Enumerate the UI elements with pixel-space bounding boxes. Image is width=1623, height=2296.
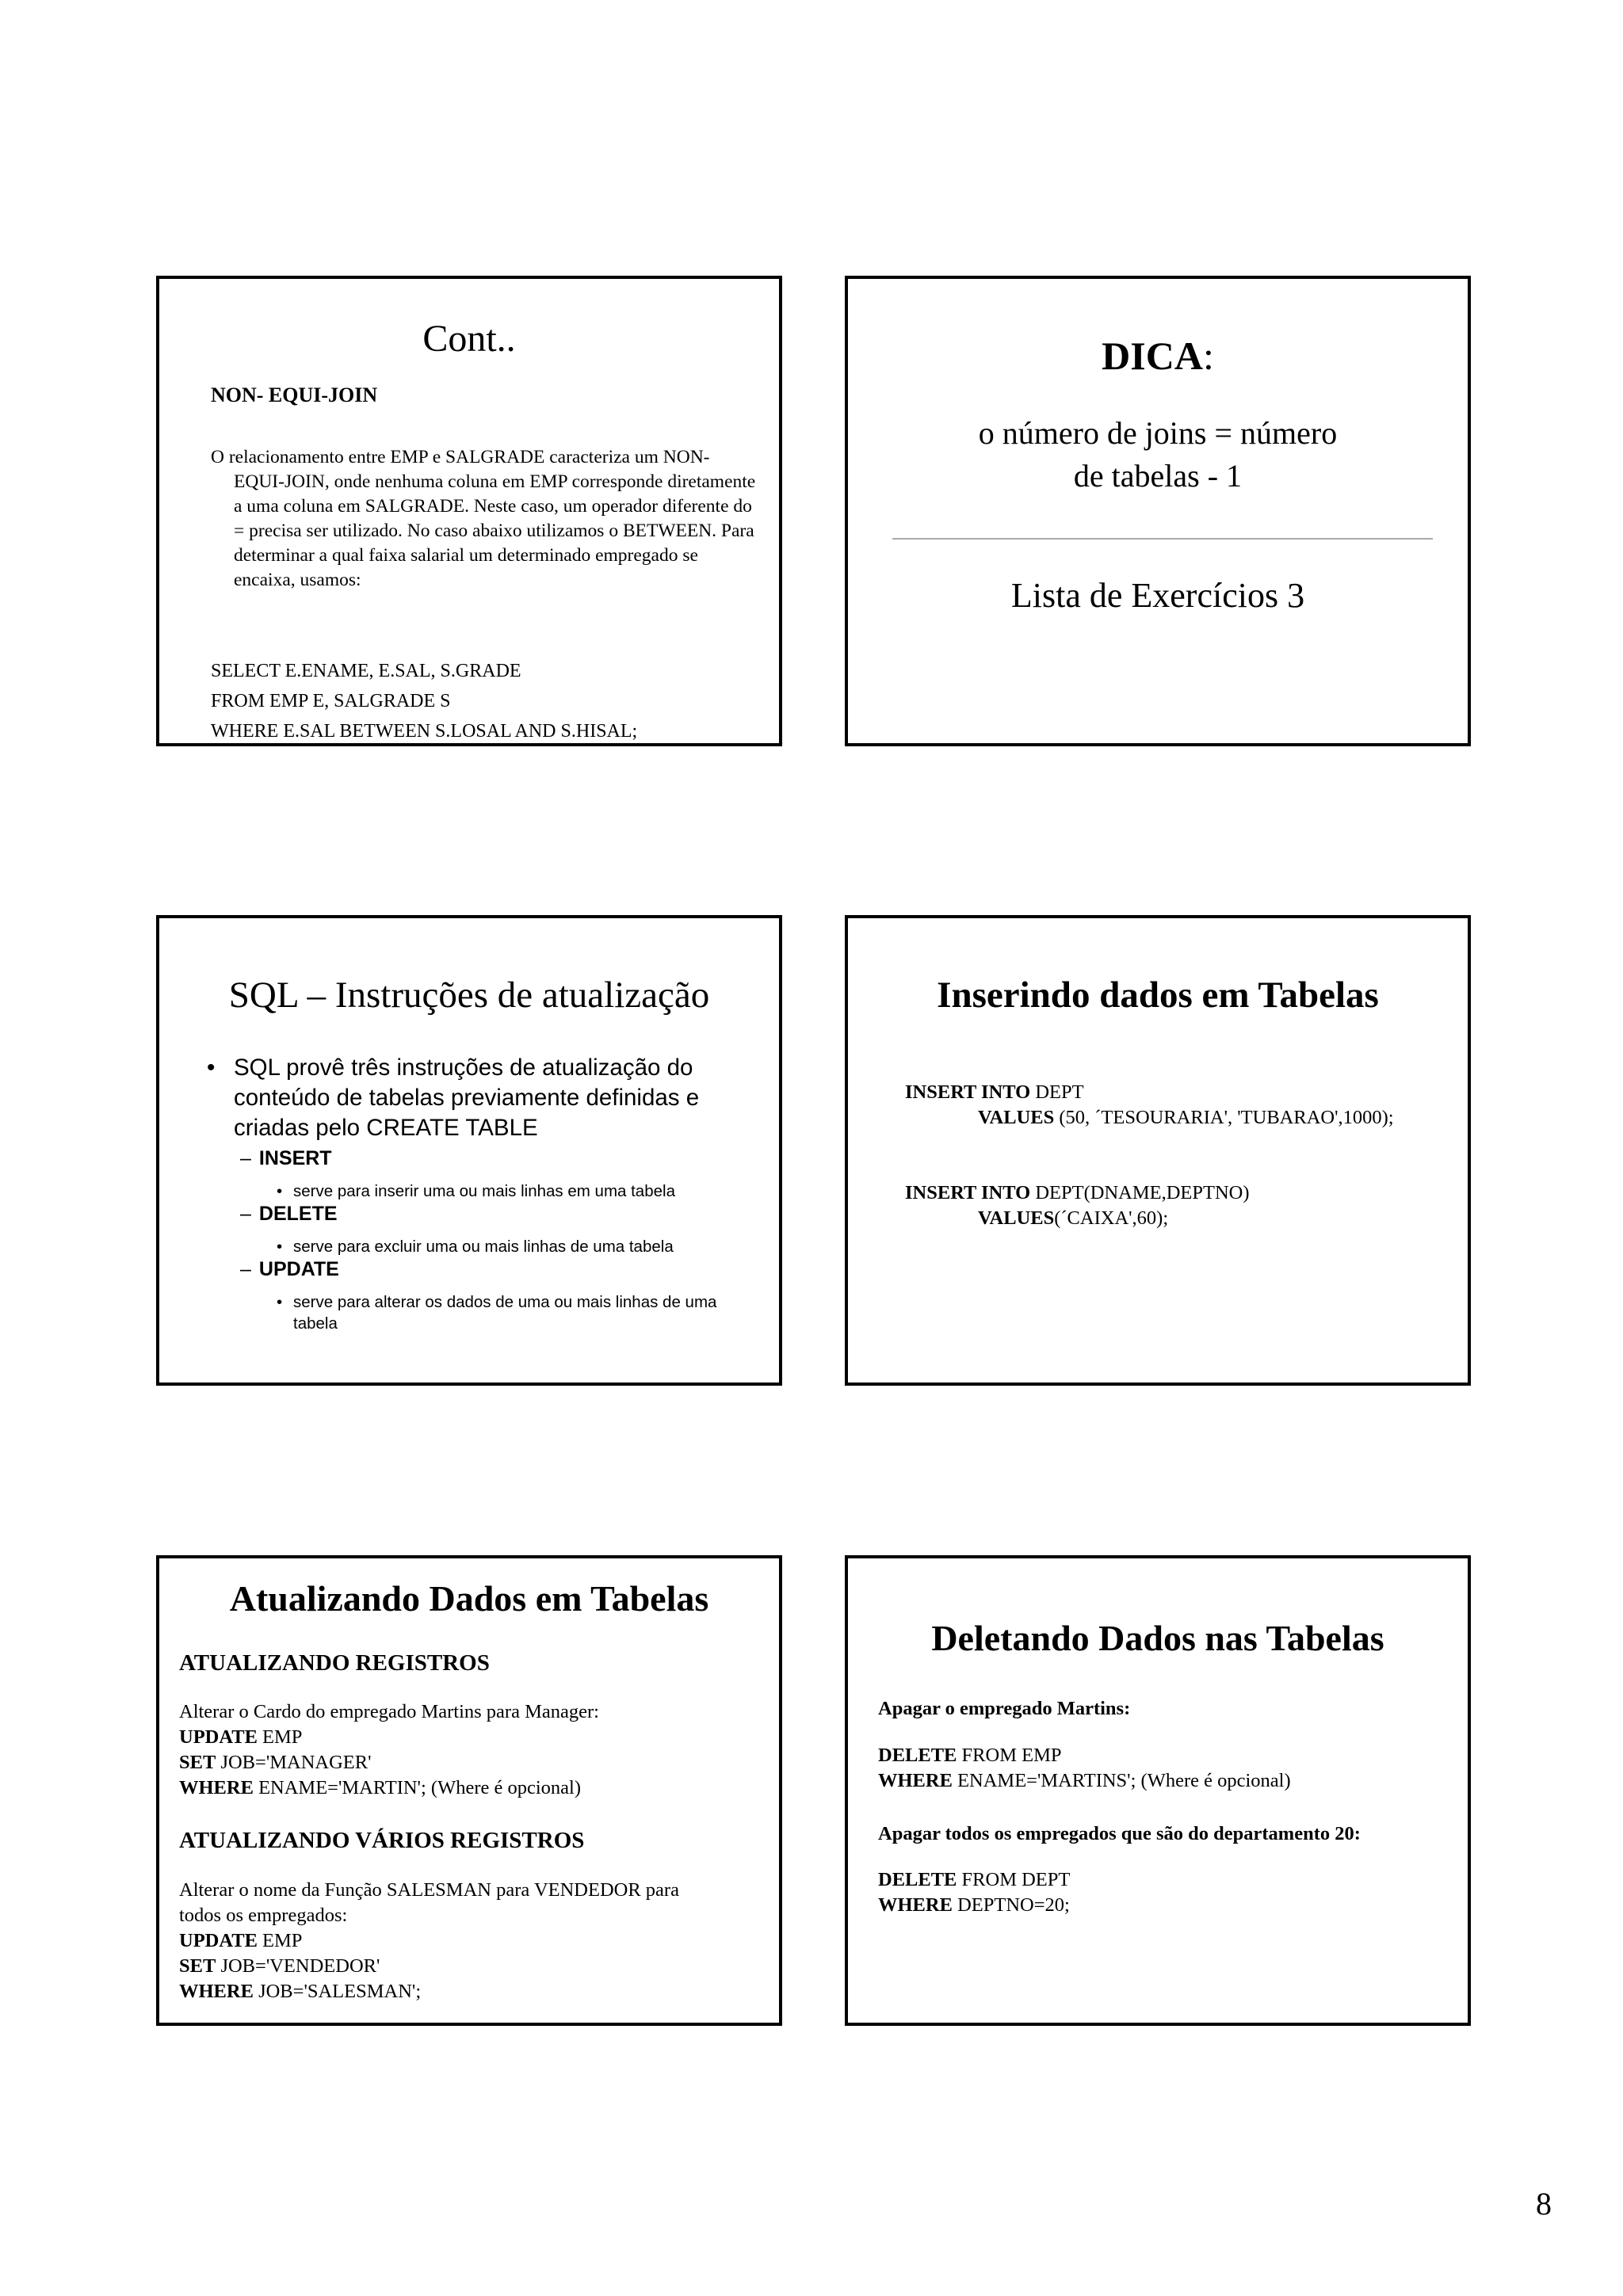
sql-keyword: DELETE [878,1869,957,1890]
slide-update-data [156,1555,782,2026]
bullet-text: SQL provê três instruções de atualização do conteúdo de tabelas previamente definidas e criadas pelo CREATE TABLE [234,1055,700,1141]
sql-text: DEPTNO=20; [952,1894,1070,1916]
sql-text: (´CAIXA',60); [1054,1207,1169,1229]
section-heading: Apagar o empregado Martins: [878,1698,1131,1719]
sql-text: EMP [257,1930,303,1951]
slide-dica [845,276,1471,746]
sql-text: EMP [257,1726,303,1748]
code-line: WHERE E.SAL BETWEEN S.LOSAL AND S.HISAL; [211,721,638,742]
slide-subtitle: NON- EQUI-JOIN [211,383,378,406]
delete-example-1 [878,1743,1291,1794]
bullet-icon: • [207,1055,216,1081]
sql-text: ENAME='MARTIN'; (Where é opcional) [253,1777,581,1798]
insert-query-2 [905,1180,1250,1231]
sql-text: FROM EMP [957,1745,1062,1766]
sql-keyword: UPDATE [179,1930,258,1951]
example-desc: todos os empregados: [179,1905,348,1926]
sql-text: FROM DEPT [957,1869,1071,1890]
sql-text: JOB='MANAGER' [216,1752,372,1773]
section-heading: ATUALIZANDO REGISTROS [179,1650,490,1676]
bullet-icon: • [277,1238,283,1256]
sql-keyword: WHERE [179,1981,254,2002]
sub-item-label: UPDATE [258,1258,339,1280]
update-example-1 [179,1699,599,1801]
slide-insert-data [845,915,1471,1386]
exercise-list-label: Lista de Exercícios 3 [1010,576,1305,615]
sub-item-delete: – DELETE [240,1203,338,1225]
code-line: SELECT E.ENAME, E.SAL, S.GRADE [211,661,521,681]
title-colon: : [1202,334,1214,378]
update-example-2 [179,1878,679,2004]
slide-title: Atualizando Dados em Tabelas [229,1578,709,1619]
slide-non-equi-join [156,276,782,746]
sql-keyword: INSERT INTO [905,1081,1031,1103]
section-heading: Apagar todos os empregados que são do departamento 20: [878,1823,1361,1844]
title-bold: DICA [1102,334,1203,378]
sub-item-label: DELETE [258,1203,338,1225]
sql-keyword: VALUES [978,1107,1055,1128]
page-number: 8 [1536,2186,1552,2222]
slide-paragraph: O relacionamento entre EMP e SALGRADE caracteriza um NON-EQUI-JOIN, onde nenhuma coluna em EMP corresponde diretamente a uma coluna em SALGRADE. Neste caso, um operador diferente do = precisa ser utilizado. No caso abaixo utilizamos o BETWEEN. Para determinar a qual faixa salarial um determinado empregado se encaixa, usamos: [211,447,756,590]
tip-line: de tabelas - 1 [1073,458,1243,494]
sub-item-desc [277,1236,737,1257]
sql-text: JOB='VENDEDOR' [216,1955,380,1977]
sql-text: DEPT [1030,1081,1084,1103]
example-desc: Alterar o nome da Função SALESMAN para VENDEDOR para [179,1879,679,1901]
slide-title: SQL – Instruções de atualização [228,974,710,1016]
slide-title: Cont.. [422,318,516,360]
sql-keyword: INSERT INTO [905,1182,1031,1203]
sql-text: ENAME='MARTINS'; (Where é opcional) [952,1770,1291,1791]
sql-keyword: WHERE [179,1777,254,1798]
sql-keyword: WHERE [878,1894,953,1916]
bullet-main [207,1053,781,1143]
sub-item-insert: – INSERT [240,1147,332,1169]
sub-item-label: INSERT [258,1147,332,1169]
sql-keyword: DELETE [878,1745,957,1766]
desc-text: serve para inserir uma ou mais linhas em uma tabela [293,1182,675,1200]
desc-text: serve para alterar os dados de uma ou mais linhas de uma tabela [293,1293,717,1333]
sql-text: JOB='SALESMAN'; [253,1981,422,2002]
desc-text: serve para excluir uma ou mais linhas de uma tabela [293,1238,674,1256]
sql-text: DEPT(DNAME,DEPTNO) [1030,1182,1250,1203]
slide-title: Deletando Dados nas Tabelas [931,1618,1384,1658]
sub-item-desc [277,1291,721,1334]
code-line: FROM EMP E, SALGRADE S [211,691,451,711]
example-desc: Alterar o Cardo do empregado Martins para Manager: [179,1701,599,1722]
bullet-icon: • [277,1182,283,1200]
sql-code-block [211,656,637,746]
sql-keyword: SET [179,1955,216,1977]
sql-keyword: WHERE [878,1770,953,1791]
sql-keyword: UPDATE [179,1726,258,1748]
slide-title: Inserindo dados em Tabelas [937,974,1379,1016]
tip-line: o número de joins = número [978,415,1338,451]
sql-text: (50, ´TESOURARIA', 'TUBARAO',1000); [1054,1107,1394,1128]
slide-sql-update-instructions [156,915,782,1386]
insert-query-1 [905,1080,1394,1131]
sql-keyword: VALUES [978,1207,1055,1229]
sub-item-desc [277,1180,737,1202]
bullet-icon: • [277,1293,283,1311]
section-heading: ATUALIZANDO VÁRIOS REGISTROS [179,1828,585,1853]
delete-example-2 [878,1867,1070,1918]
slide-title [848,333,1468,379]
tip-text [848,412,1468,498]
sub-item-update: – UPDATE [240,1258,339,1280]
sql-keyword: SET [179,1752,216,1773]
slide-delete-data [845,1555,1471,2026]
divider [892,538,1433,540]
